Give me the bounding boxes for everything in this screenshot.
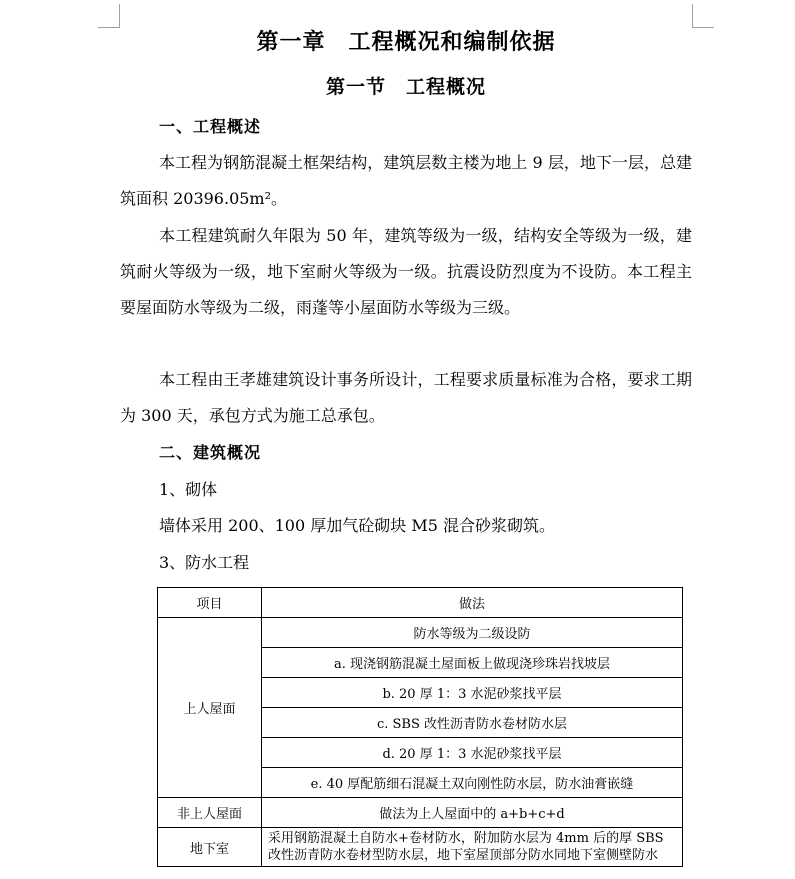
corner-mark-top-left (98, 27, 120, 28)
corner-mark-top-right (692, 4, 693, 28)
item-waterproofing: 3、防水工程 (159, 553, 250, 572)
header-method: 做法 (262, 588, 683, 618)
corner-mark-top-right (692, 27, 714, 28)
roof-label: 上人屋面 (158, 618, 262, 798)
paragraph-structure: 本工程为钢筋混凝土框架结构，建筑层数主楼为地上 9 层，地下一层，总建筑面积 20396.05m²。 (120, 153, 692, 208)
heading-overview: 一、工程概述 (159, 117, 262, 136)
heading-architecture: 二、建筑概况 (159, 443, 262, 462)
corner-mark-top-left (119, 4, 120, 28)
table-row (158, 618, 683, 648)
waterproofing-table (157, 587, 683, 867)
roof-row: a. 现浇钢筋混凝土屋面板上做现浇珍珠岩找坡层 (262, 648, 683, 678)
nonroof-label: 非上人屋面 (158, 798, 262, 828)
table-header-row (158, 588, 683, 618)
roof-row: 防水等级为二级设防 (262, 618, 683, 648)
nonroof-text: 做法为上人屋面中的 a+b+c+d (262, 798, 683, 828)
roof-row: b. 20 厚 1：3 水泥砂浆找平层 (262, 678, 683, 708)
masonry-text: 墙体采用 200、100 厚加气砼砌块 M5 混合砂浆砌筑。 (159, 516, 555, 535)
basement-text: 采用钢筋混凝土自防水+卷材防水，附加防水层为 4mm 后的厚 SBS 改性沥青防水卷材型防水层，地下室屋顶部分防水同地下室侧壁防水 (262, 828, 683, 867)
chapter-title: 第一章 工程概况和编制依据 (256, 30, 556, 55)
header-item: 项目 (158, 588, 262, 618)
roof-row: d. 20 厚 1：3 水泥砂浆找平层 (262, 738, 683, 768)
item-masonry: 1、砌体 (159, 480, 218, 499)
paragraph-grades: 本工程建筑耐久年限为 50 年，建筑等级为一级，结构安全等级为一级，建筑耐火等级为一级，地下室耐火等级为一级。抗震设防烈度为不设防。本工程主要屋面防水等级为二级，雨蓬等小屋面防水等级为三级。 (120, 226, 692, 317)
paragraph-design: 本工程由王孝雄建筑设计事务所设计，工程要求质量标准为合格，要求工期为 300 天，承包方式为施工总承包。 (120, 370, 692, 425)
table-row (158, 828, 683, 867)
roof-row: c. SBS 改性沥青防水卷材防水层 (262, 708, 683, 738)
section-title: 第一节 工程概况 (325, 76, 486, 98)
roof-row: e. 40 厚配筋细石混凝土双向刚性防水层，防水油膏嵌缝 (262, 768, 683, 798)
basement-label: 地下室 (158, 828, 262, 867)
table-row (158, 798, 683, 828)
